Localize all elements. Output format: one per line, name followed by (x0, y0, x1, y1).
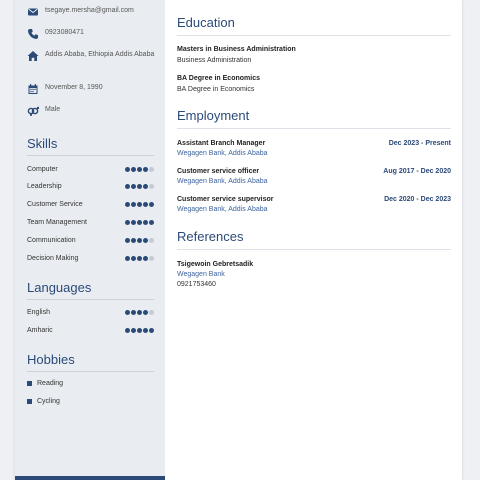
rating-dot (149, 184, 154, 189)
rating-dot (131, 328, 136, 333)
skills-name: Team Management (27, 218, 87, 226)
job-company: Wegagen Bank, Addis Ababa (177, 178, 268, 185)
rating-dots (125, 220, 154, 225)
bullet-square (27, 381, 32, 386)
rating-dot (131, 184, 136, 189)
hobby-item (27, 380, 63, 387)
rating-dot (137, 256, 142, 261)
skills-row (27, 182, 154, 192)
hobby-name: Reading (37, 380, 64, 387)
contact-address (27, 50, 157, 62)
rating-dot (137, 202, 142, 207)
education-heading: Education (177, 15, 451, 36)
rating-dot (143, 310, 148, 315)
rating-dot (125, 238, 130, 243)
sidebar (15, 0, 165, 480)
rating-dot (125, 202, 130, 207)
email-text: tsegaye.mersha@gmail.com (45, 7, 134, 14)
rating-dot (143, 184, 148, 189)
contact-phone[interactable] (27, 28, 157, 40)
rating-dot (131, 310, 136, 315)
calendar-icon (27, 83, 39, 95)
references-heading: References (177, 229, 451, 250)
bullet-square (27, 399, 32, 404)
rating-dots (125, 256, 154, 261)
sidebar-bottom-bar (15, 476, 165, 480)
job-title: Customer service officer (177, 168, 260, 175)
rating-dot (143, 220, 148, 225)
hobbies-heading: Hobbies (27, 352, 154, 372)
rating-dot (149, 202, 154, 207)
skills-name: Computer (27, 165, 58, 173)
rating-dot (131, 202, 136, 207)
employment-heading: Employment (177, 108, 451, 129)
rating-dot (125, 184, 130, 189)
job-title: Assistant Branch Manager (177, 140, 266, 147)
rating-dot (125, 167, 130, 172)
rating-dot (131, 167, 136, 172)
skills-name: Customer Service (27, 201, 83, 209)
skills-row (27, 253, 154, 263)
skills-row (27, 200, 154, 210)
languages-row (27, 325, 154, 335)
rating-dot (143, 202, 148, 207)
rating-dot (131, 238, 136, 243)
phone-icon (27, 28, 39, 40)
address-text: Addis Ababa, Ethiopia Addis Ababa (45, 51, 155, 58)
birthdate-text: November 8, 1990 (45, 84, 103, 91)
job-company: Wegagen Bank, Addis Ababa (177, 206, 268, 213)
rating-dot (149, 310, 154, 315)
rating-dot (143, 238, 148, 243)
job-title: Customer service supervisor (177, 196, 274, 203)
rating-dots (125, 184, 154, 189)
rating-dot (149, 167, 154, 172)
rating-dot (149, 256, 154, 261)
rating-dot (125, 328, 130, 333)
languages-name: Amharic (27, 326, 53, 334)
rating-dot (125, 220, 130, 225)
rating-dot (143, 328, 148, 333)
rating-dot (131, 220, 136, 225)
rating-dot (137, 328, 142, 333)
contact-email[interactable] (27, 6, 157, 18)
job-company: Wegagen Bank, Addis Ababa (177, 150, 268, 157)
education-degree: Masters in Business Administration (177, 46, 296, 53)
hobby-item (27, 398, 60, 405)
contact-birthdate (27, 83, 157, 95)
job-dates: Dec 2020 - Dec 2023 (384, 196, 451, 203)
rating-dot (143, 256, 148, 261)
skills-name: Decision Making (27, 254, 79, 262)
education-field: Business Administration (177, 57, 252, 64)
reference-name: Tsigewoin Gebretsadik (177, 261, 254, 268)
rating-dots (125, 328, 154, 333)
rating-dot (137, 238, 142, 243)
hobby-name: Cycling (37, 398, 60, 405)
skills-name: Communication (27, 236, 76, 244)
languages-name: English (27, 308, 50, 316)
envelope-icon (27, 6, 39, 18)
rating-dot (149, 220, 154, 225)
rating-dot (125, 310, 130, 315)
phone-text: 0923080471 (45, 29, 84, 36)
contact-gender (27, 105, 157, 117)
rating-dot (149, 238, 154, 243)
rating-dot (143, 167, 148, 172)
rating-dot (137, 220, 142, 225)
rating-dot (125, 256, 130, 261)
job-dates: Dec 2023 - Present (388, 140, 451, 147)
rating-dot (137, 167, 142, 172)
rating-dots (125, 202, 154, 207)
skills-name: Leadership (27, 183, 62, 191)
rating-dots (125, 238, 154, 243)
gender-text: Male (45, 106, 61, 113)
job-dates: Aug 2017 - Dec 2020 (383, 168, 451, 175)
reference-company: Wegagen Bank (177, 271, 225, 278)
skills-heading: Skills (27, 136, 154, 156)
education-field: BA Degree in Economics (177, 86, 255, 93)
education-degree: BA Degree in Economics (177, 75, 260, 82)
rating-dot (131, 256, 136, 261)
languages-row (27, 307, 154, 317)
resume-page (15, 0, 462, 480)
skills-row (27, 235, 154, 245)
reference-phone: 0921753460 (177, 281, 216, 288)
skills-row (27, 164, 154, 174)
languages-heading: Languages (27, 280, 154, 300)
rating-dot (137, 310, 142, 315)
home-icon (27, 50, 39, 62)
skills-row (27, 217, 154, 227)
rating-dot (137, 184, 142, 189)
rating-dots (125, 310, 154, 315)
gender-icon (27, 105, 39, 117)
rating-dots (125, 167, 154, 172)
rating-dot (149, 328, 154, 333)
